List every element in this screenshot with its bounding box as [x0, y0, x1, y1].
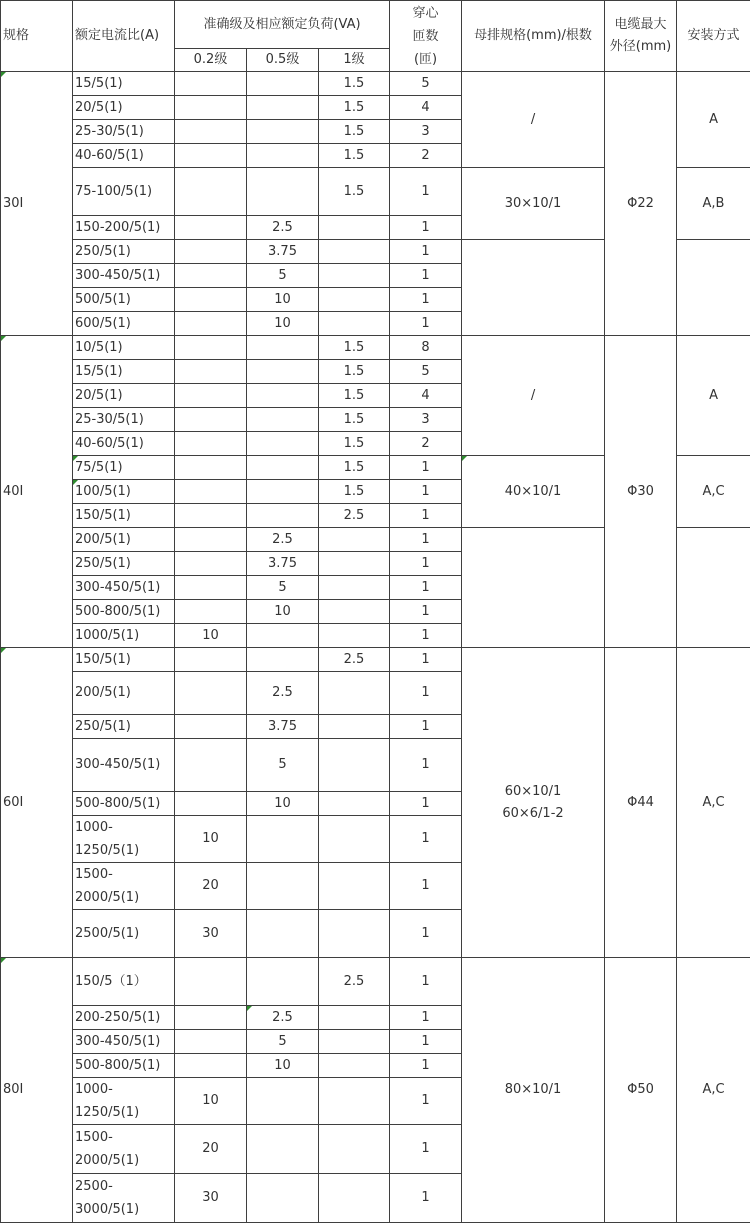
class-02-cell	[175, 312, 247, 336]
turns-cell: 4	[390, 96, 462, 120]
class-02-cell: 10	[175, 816, 247, 863]
turns-cell: 1	[390, 1054, 462, 1078]
class-05-cell: 2.5	[247, 672, 319, 715]
header-class-1: 1级	[319, 49, 390, 72]
header-row	[1, 1, 750, 49]
class-02-cell	[175, 480, 247, 504]
ratio-cell: 75-100/5(1)	[73, 168, 175, 216]
class-02-cell	[175, 504, 247, 528]
class-1-cell	[319, 312, 390, 336]
class-02-cell	[175, 528, 247, 552]
turns-cell: 1	[390, 1006, 462, 1030]
class-02-cell	[175, 216, 247, 240]
ratio-cell: 600/5(1)	[73, 312, 175, 336]
class-02-cell	[175, 600, 247, 624]
class-02-cell	[175, 739, 247, 792]
install-cell: A,C	[677, 648, 750, 958]
table-row	[1, 72, 750, 96]
class-02-cell	[175, 240, 247, 264]
class-05-cell	[247, 432, 319, 456]
class-05-cell	[247, 863, 319, 910]
ratio-cell: 500-800/5(1)	[73, 1054, 175, 1078]
class-02-cell	[175, 576, 247, 600]
ratio-cell: 300-450/5(1)	[73, 264, 175, 288]
table-row	[1, 648, 750, 672]
ratio-cell: 75/5(1)	[73, 456, 175, 480]
class-05-cell	[247, 72, 319, 96]
turns-cell: 2	[390, 144, 462, 168]
class-1-cell	[319, 816, 390, 863]
header-class-02: 0.2级	[175, 49, 247, 72]
class-05-cell	[247, 408, 319, 432]
class-1-cell: 1.5	[319, 408, 390, 432]
turns-cell: 1	[390, 456, 462, 480]
turns-cell: 1	[390, 480, 462, 504]
ratio-cell: 200/5(1)	[73, 528, 175, 552]
turns-cell: 1	[390, 528, 462, 552]
class-1-cell	[319, 552, 390, 576]
class-1-cell: 1.5	[319, 456, 390, 480]
class-02-cell	[175, 552, 247, 576]
turns-cell: 1	[390, 958, 462, 1006]
class-02-cell	[175, 456, 247, 480]
ratio-cell: 250/5(1)	[73, 552, 175, 576]
header-turns	[390, 1, 462, 72]
turns-cell: 2	[390, 432, 462, 456]
class-05-cell: 5	[247, 1030, 319, 1054]
class-02-cell	[175, 288, 247, 312]
header-turns-line-2: 匝数	[412, 28, 439, 44]
ratio-cell: 25-30/5(1)	[73, 120, 175, 144]
header-class-05: 0.5级	[247, 49, 319, 72]
ratio-cell: 500-800/5(1)	[73, 600, 175, 624]
turns-cell: 5	[390, 72, 462, 96]
class-05-cell: 10	[247, 1054, 319, 1078]
header-cable-line-1: 电缆最大	[614, 17, 667, 32]
ratio-cell: 1000-1250/5(1)	[73, 1078, 175, 1125]
cable-cell: Φ44	[605, 648, 677, 958]
header-turns-line-1: 穿心	[412, 5, 439, 21]
cable-cell: Φ30	[605, 336, 677, 648]
class-1-cell: 1.5	[319, 144, 390, 168]
ratio-cell: 150/5(1)	[73, 648, 175, 672]
class-02-cell	[175, 1054, 247, 1078]
turns-cell: 5	[390, 360, 462, 384]
class-02-cell: 20	[175, 1125, 247, 1174]
ratio-cell: 2500/5(1)	[73, 910, 175, 958]
class-1-cell	[319, 1030, 390, 1054]
class-1-cell: 1.5	[319, 432, 390, 456]
turns-cell: 1	[390, 240, 462, 264]
class-02-cell	[175, 96, 247, 120]
class-05-cell	[247, 336, 319, 360]
spec-cell: 80I	[1, 958, 73, 1223]
spec-cell: 30I	[1, 72, 73, 336]
ratio-cell: 500/5(1)	[73, 288, 175, 312]
install-cell: A,C	[677, 958, 750, 1223]
busbar-cell: /	[462, 336, 605, 456]
header-ratio: 额定电流比(A)	[73, 1, 175, 72]
class-05-cell	[247, 480, 319, 504]
ratio-cell: 300-450/5(1)	[73, 739, 175, 792]
ratio-cell: 40-60/5(1)	[73, 144, 175, 168]
class-1-cell	[319, 1006, 390, 1030]
cable-cell: Φ22	[605, 72, 677, 336]
busbar-cell	[462, 648, 605, 958]
install-cell: A,C	[677, 456, 750, 528]
ratio-cell: 300-450/5(1)	[73, 1030, 175, 1054]
header-cable-line-2: 外径(mm)	[609, 39, 672, 54]
class-02-cell	[175, 1030, 247, 1054]
class-05-cell	[247, 624, 319, 648]
cable-cell: Φ50	[605, 958, 677, 1223]
turns-cell: 1	[390, 792, 462, 816]
turns-cell: 1	[390, 1030, 462, 1054]
class-1-cell: 1.5	[319, 120, 390, 144]
class-05-cell: 5	[247, 739, 319, 792]
class-1-cell	[319, 739, 390, 792]
turns-cell: 1	[390, 648, 462, 672]
class-1-cell	[319, 1054, 390, 1078]
header-spec: 规格	[1, 1, 73, 72]
class-05-cell: 2.5	[247, 1006, 319, 1030]
class-02-cell	[175, 360, 247, 384]
class-05-cell	[247, 910, 319, 958]
header-install: 安装方式	[677, 1, 750, 72]
turns-cell: 8	[390, 336, 462, 360]
class-1-cell	[319, 624, 390, 648]
class-02-cell	[175, 72, 247, 96]
class-02-cell	[175, 168, 247, 216]
class-05-cell: 10	[247, 288, 319, 312]
class-05-cell	[247, 360, 319, 384]
class-1-cell: 2.5	[319, 504, 390, 528]
ratio-cell: 15/5(1)	[73, 360, 175, 384]
class-05-cell	[247, 1125, 319, 1174]
class-05-cell: 3.75	[247, 240, 319, 264]
ratio-cell: 25-30/5(1)	[73, 408, 175, 432]
turns-cell: 4	[390, 384, 462, 408]
class-05-cell	[247, 958, 319, 1006]
class-05-cell	[247, 1078, 319, 1125]
class-05-cell	[247, 144, 319, 168]
busbar-cell: 40×10/1	[462, 456, 605, 528]
ratio-cell: 500-800/5(1)	[73, 792, 175, 816]
turns-cell: 1	[390, 552, 462, 576]
ratio-cell: 1000-1250/5(1)	[73, 816, 175, 863]
class-02-cell	[175, 792, 247, 816]
turns-cell: 1	[390, 216, 462, 240]
class-05-cell	[247, 456, 319, 480]
class-02-cell	[175, 958, 247, 1006]
class-02-cell	[175, 384, 247, 408]
class-1-cell	[319, 216, 390, 240]
turns-cell: 1	[390, 1174, 462, 1223]
class-02-cell	[175, 1006, 247, 1030]
ratio-cell: 40-60/5(1)	[73, 432, 175, 456]
turns-cell: 1	[390, 715, 462, 739]
busbar-line: 60×10/1	[504, 783, 562, 799]
class-02-cell: 30	[175, 910, 247, 958]
class-1-cell	[319, 240, 390, 264]
turns-cell: 1	[390, 863, 462, 910]
class-05-cell: 10	[247, 792, 319, 816]
class-1-cell	[319, 576, 390, 600]
turns-cell: 3	[390, 408, 462, 432]
class-05-cell: 5	[247, 264, 319, 288]
ratio-cell: 300-450/5(1)	[73, 576, 175, 600]
class-1-cell	[319, 288, 390, 312]
ratio-cell: 1500-2000/5(1)	[73, 863, 175, 910]
class-1-cell	[319, 910, 390, 958]
class-02-cell: 30	[175, 1174, 247, 1223]
turns-cell: 1	[390, 288, 462, 312]
class-1-cell	[319, 715, 390, 739]
turns-cell: 1	[390, 1078, 462, 1125]
class-02-cell	[175, 648, 247, 672]
class-05-cell	[247, 96, 319, 120]
header-turns-line-3: (匝)	[413, 51, 438, 67]
busbar-cell: /	[462, 72, 605, 168]
ratio-cell: 200-250/5(1)	[73, 1006, 175, 1030]
class-02-cell	[175, 432, 247, 456]
spec-cell: 40I	[1, 336, 73, 648]
class-02-cell: 20	[175, 863, 247, 910]
ratio-cell: 1500-2000/5(1)	[73, 1125, 175, 1174]
class-05-cell	[247, 1174, 319, 1223]
class-05-cell	[247, 816, 319, 863]
install-cell: A	[677, 336, 750, 456]
turns-cell: 1	[390, 624, 462, 648]
ratio-cell: 150/5(1)	[73, 504, 175, 528]
class-05-cell	[247, 168, 319, 216]
class-05-cell	[247, 504, 319, 528]
class-1-cell	[319, 1125, 390, 1174]
ratio-cell: 150-200/5(1)	[73, 216, 175, 240]
header-cable	[605, 1, 677, 72]
ratio-cell: 10/5(1)	[73, 336, 175, 360]
header-accuracy: 准确级及相应额定负荷(VA)	[175, 1, 390, 49]
class-02-cell: 10	[175, 1078, 247, 1125]
class-05-cell	[247, 648, 319, 672]
header-busbar: 母排规格(mm)/根数	[462, 1, 605, 72]
class-1-cell: 1.5	[319, 360, 390, 384]
class-1-cell: 1.5	[319, 480, 390, 504]
turns-cell: 3	[390, 120, 462, 144]
class-05-cell: 10	[247, 600, 319, 624]
ratio-cell: 20/5(1)	[73, 96, 175, 120]
class-05-cell: 2.5	[247, 528, 319, 552]
class-1-cell	[319, 792, 390, 816]
class-02-cell	[175, 144, 247, 168]
ratio-cell: 1000/5(1)	[73, 624, 175, 648]
class-05-cell	[247, 120, 319, 144]
busbar-line: 60×6/1-2	[502, 805, 564, 821]
class-05-cell: 10	[247, 312, 319, 336]
ratio-cell: 250/5(1)	[73, 715, 175, 739]
turns-cell: 1	[390, 312, 462, 336]
class-02-cell: 10	[175, 624, 247, 648]
class-05-cell: 5	[247, 576, 319, 600]
class-1-cell: 2.5	[319, 648, 390, 672]
turns-cell: 1	[390, 1125, 462, 1174]
class-1-cell	[319, 528, 390, 552]
ratio-cell: 20/5(1)	[73, 384, 175, 408]
class-1-cell: 1.5	[319, 384, 390, 408]
turns-cell: 1	[390, 816, 462, 863]
ratio-cell: 2500-3000/5(1)	[73, 1174, 175, 1223]
ratio-cell: 150/5（1）	[73, 958, 175, 1006]
class-1-cell	[319, 264, 390, 288]
turns-cell: 1	[390, 504, 462, 528]
class-1-cell: 1.5	[319, 168, 390, 216]
class-02-cell	[175, 715, 247, 739]
turns-cell: 1	[390, 576, 462, 600]
class-1-cell	[319, 672, 390, 715]
class-1-cell	[319, 863, 390, 910]
class-02-cell	[175, 672, 247, 715]
class-1-cell: 2.5	[319, 958, 390, 1006]
ratio-cell: 100/5(1)	[73, 480, 175, 504]
class-1-cell: 1.5	[319, 96, 390, 120]
busbar-cell: 80×10/1	[462, 958, 605, 1223]
table-row	[1, 958, 750, 1006]
class-1-cell	[319, 600, 390, 624]
spec-cell: 60I	[1, 648, 73, 958]
class-1-cell: 1.5	[319, 72, 390, 96]
ratio-cell: 250/5(1)	[73, 240, 175, 264]
class-1-cell: 1.5	[319, 336, 390, 360]
turns-cell: 1	[390, 264, 462, 288]
turns-cell: 1	[390, 600, 462, 624]
install-cell: A	[677, 72, 750, 168]
class-1-cell	[319, 1174, 390, 1223]
ratio-cell: 15/5(1)	[73, 72, 175, 96]
turns-cell: 1	[390, 672, 462, 715]
class-05-cell	[247, 384, 319, 408]
class-02-cell	[175, 336, 247, 360]
install-cell: A,B	[677, 168, 750, 240]
class-02-cell	[175, 264, 247, 288]
class-1-cell	[319, 1078, 390, 1125]
class-05-cell: 3.75	[247, 715, 319, 739]
turns-cell: 1	[390, 168, 462, 216]
class-02-cell	[175, 408, 247, 432]
class-05-cell: 3.75	[247, 552, 319, 576]
turns-cell: 1	[390, 910, 462, 958]
table-row	[1, 336, 750, 360]
ratio-cell: 200/5(1)	[73, 672, 175, 715]
busbar-cell: 30×10/1	[462, 168, 605, 240]
class-02-cell	[175, 120, 247, 144]
class-05-cell: 2.5	[247, 216, 319, 240]
turns-cell: 1	[390, 739, 462, 792]
